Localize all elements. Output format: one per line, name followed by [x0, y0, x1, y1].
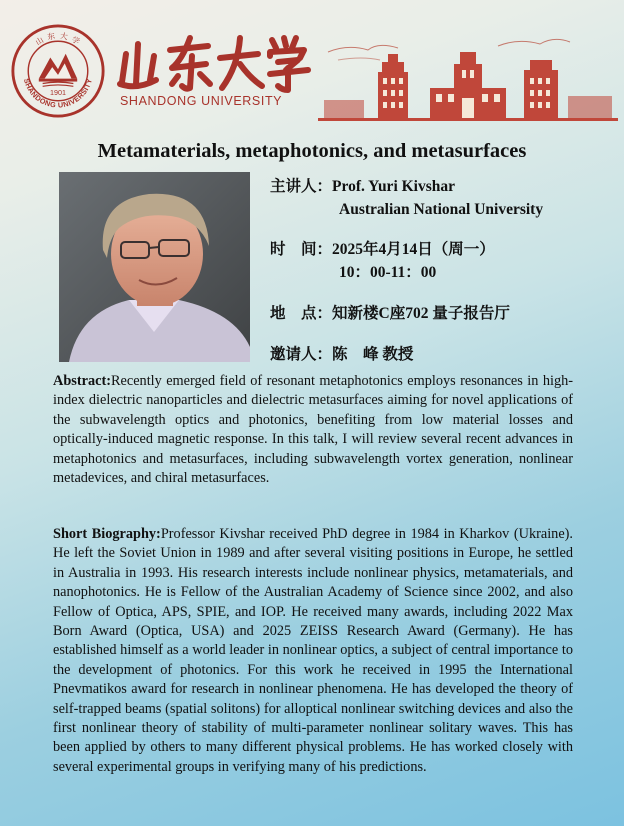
seminar-title: Metamaterials, metaphotonics, and metasurfaces [97, 140, 527, 162]
university-seal-logo [10, 23, 106, 119]
university-name-english: SHANDONG UNIVERSITY [120, 94, 283, 108]
time-date: 2025年4月14日（周一） [332, 241, 495, 258]
header [0, 0, 624, 125]
place-row [270, 303, 510, 325]
time-row [270, 239, 495, 261]
host-label: 邀请人： [270, 346, 333, 363]
speaker-photo [59, 172, 250, 362]
time-hours: 10：00-11：00 [339, 264, 437, 281]
host-row [270, 344, 413, 366]
svg-text:1901: 1901 [50, 88, 66, 97]
biography-section [53, 525, 573, 777]
biography-text: Professor Kivshar received PhD degree in 1984 in Kharkov (Ukraine). He left the Soviet Union in 1989 and after several visiting positions in Europe, he settled in Australia in 1993. His research interests include nonlinear physics, metamaterials, and nanophotonics. He is Fellow of the Australian Academy of Science since 2002, and also Fellow of Optica, APS, SPIE, and IOP. He received many awards, including 2022 Max Born Award (Optica, USA) and 2025 ZEISS Research Award (Germany). He has established himself as a world leader in nonlinear optics, a subject of central importance to the development of photonics. For this work he received in 1995 the International Pnevmatikos award for research in nonlinear phenomena. He has developed the theory of self-trapped beams (spatial solitons) for alloptical nonlinear switching devices and also the first nonlinear theory of stability of multi-parameter nonlinear solitary waves. This has been applied by others to many different physical problems. He has worked closely with several experimental groups in verifying many of his predictions. [53, 526, 574, 775]
abstract-section [53, 372, 573, 488]
campus-skyline-illustration [318, 30, 618, 124]
place-value: 知新楼C座702 量子报告厅 [332, 305, 510, 322]
time-label: 时 间： [270, 241, 333, 258]
biography-label: Short Biography: [53, 526, 161, 542]
speaker-label: 主讲人： [270, 178, 333, 195]
place-label: 地 点： [270, 305, 333, 322]
university-calligraphy-logo [112, 32, 312, 94]
svg-text:SHANDONG UNIVERSITY: SHANDONG UNIVERSITY [21, 77, 95, 110]
abstract-label: Abstract: [53, 373, 111, 389]
speaker-row [270, 176, 455, 198]
host-value: 陈 峰 教授 [332, 346, 414, 363]
svg-text:山 东 大 学: 山 东 大 学 [33, 31, 83, 47]
speaker-name: Prof. Yuri Kivshar [332, 178, 456, 195]
abstract-text: Recently emerged field of resonant metaphotonics employs resonances in high-index dielectric nanoparticles and dielectric metasurfaces aiming for novel applications of the subwavelength optics and photonics, benefiting from low material losses and optically-induced magnetic response. In this talk, I will review several recent advances in metaphotonics and metasurfaces, including subwavelength vortex generation, nonlinear metadevices, and chiral metasurfaces. [53, 373, 573, 487]
speaker-affiliation: Australian National University [339, 201, 544, 218]
